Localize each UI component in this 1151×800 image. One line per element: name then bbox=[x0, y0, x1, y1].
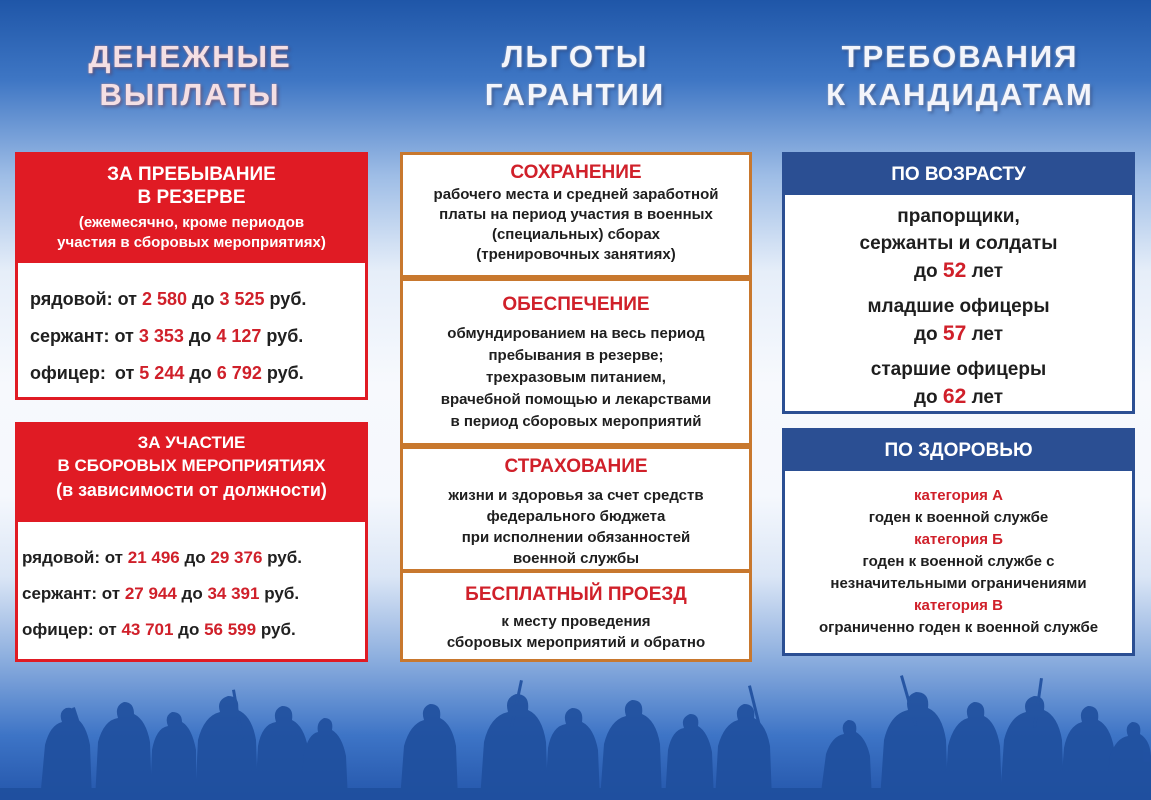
benefit-line: рабочего места и средней заработной bbox=[433, 186, 719, 203]
pay-min-value: 21 496 bbox=[127, 548, 180, 567]
pay-role: сержант: bbox=[30, 326, 110, 346]
health-header: ПО ЗДОРОВЬЮ bbox=[785, 431, 1132, 471]
health-category-name: категория А bbox=[914, 487, 1003, 504]
benefit-line: пребывания в резерве; bbox=[488, 347, 664, 364]
pay-from: от bbox=[101, 584, 121, 603]
age-limit bbox=[785, 383, 1132, 411]
pay-role: сержант: bbox=[22, 584, 98, 603]
pay-from: от bbox=[104, 548, 124, 567]
benefit-travel-card bbox=[400, 570, 752, 662]
pay-unit: руб. bbox=[267, 548, 302, 567]
age-limit bbox=[785, 320, 1132, 348]
health-category-name: категория В bbox=[914, 597, 1003, 614]
reserve-title-line2: В РЕЗЕРВЕ bbox=[137, 187, 246, 208]
benefit-provision-card bbox=[400, 278, 752, 446]
age-group bbox=[785, 203, 1132, 285]
benefit-title: ОБЕСПЕЧЕНИЕ bbox=[502, 294, 650, 315]
training-title-line1: ЗА УЧАСТИЕ bbox=[137, 433, 246, 452]
pay-unit: руб. bbox=[266, 363, 304, 383]
benefits-header-line1: ЛЬГОТЫ bbox=[501, 39, 649, 74]
health-requirements-card bbox=[782, 428, 1135, 656]
health-category-desc: ограниченно годен к военной службе bbox=[818, 619, 1099, 636]
pay-max-value: 29 376 bbox=[210, 548, 263, 567]
requirements-header-line2: К КАНДИДАТАМ bbox=[826, 77, 1094, 112]
benefit-line: военной службы bbox=[512, 550, 640, 567]
reserve-payments-header bbox=[18, 155, 365, 263]
age-group-label: старшие офицеры bbox=[870, 359, 1047, 380]
pay-unit: руб. bbox=[269, 289, 307, 309]
benefit-line: врачебной помощью и лекарствами bbox=[440, 391, 712, 408]
reserve-pay-row bbox=[30, 318, 365, 355]
pay-role: офицер: bbox=[22, 620, 94, 639]
age-suffix: лет bbox=[971, 261, 1004, 282]
benefit-line: (специальных) сборах bbox=[491, 226, 661, 243]
soldiers-silhouette-image bbox=[0, 650, 1151, 800]
pay-to: до bbox=[189, 363, 212, 383]
reserve-subtitle-line2: участия в сборовых мероприятиях) bbox=[57, 234, 326, 251]
age-suffix: лет bbox=[971, 387, 1004, 408]
age-group-label: младшие офицеры bbox=[867, 296, 1050, 317]
training-pay-row bbox=[22, 576, 365, 612]
benefit-line: обмундированием на весь период bbox=[447, 325, 705, 342]
age-groups bbox=[785, 195, 1132, 411]
pay-unit: руб. bbox=[266, 326, 304, 346]
money-header-line1: ДЕНЕЖНЫЕ bbox=[88, 39, 292, 74]
health-categories bbox=[785, 471, 1132, 639]
age-prefix: до bbox=[913, 324, 938, 345]
requirements-header bbox=[790, 38, 1130, 114]
benefit-line: платы на период участия в военных bbox=[439, 206, 713, 223]
benefit-line: при исполнении обязанностей bbox=[461, 529, 691, 546]
benefit-line: федерального бюджета bbox=[486, 508, 666, 525]
benefit-line: к месту проведения bbox=[501, 613, 651, 630]
benefit-line: сборовых мероприятий и обратно bbox=[446, 634, 706, 651]
benefit-line: жизни и здоровья за счет средств bbox=[448, 487, 704, 504]
pay-min-value: 43 701 bbox=[121, 620, 174, 639]
benefits-header bbox=[420, 38, 730, 114]
age-group bbox=[785, 293, 1132, 348]
benefit-title: СОХРАНЕНИЕ bbox=[510, 162, 642, 183]
age-suffix: лет bbox=[971, 324, 1004, 345]
training-payments-card bbox=[15, 422, 368, 662]
pay-to: до bbox=[178, 620, 200, 639]
training-pay-row bbox=[22, 540, 365, 576]
pay-max-value: 3 525 bbox=[219, 289, 265, 309]
benefit-title: СТРАХОВАНИЕ bbox=[504, 456, 648, 477]
pay-min-value: 2 580 bbox=[141, 289, 188, 309]
health-category-desc: годен к военной службе с bbox=[862, 553, 1055, 570]
health-category-desc: незначительными ограничениями bbox=[830, 575, 1087, 592]
pay-from: от bbox=[114, 363, 135, 383]
benefit-line: (тренировочных занятиях) bbox=[476, 246, 676, 263]
training-pay-row bbox=[22, 612, 365, 648]
pay-to: до bbox=[184, 548, 206, 567]
training-title-line3: (в зависимости от должности) bbox=[56, 480, 327, 500]
reserve-subtitle-line1: (ежемесячно, кроме периодов bbox=[78, 214, 305, 231]
benefit-line: в период сборовых мероприятий bbox=[450, 413, 702, 430]
age-requirements-card bbox=[782, 152, 1135, 414]
pay-max-value: 34 391 bbox=[207, 584, 260, 603]
money-header-line2: ВЫПЛАТЫ bbox=[99, 77, 281, 112]
pay-from: от bbox=[117, 289, 137, 309]
health-category-desc: годен к военной службе bbox=[868, 509, 1049, 526]
benefit-line: трехразовым питанием, bbox=[486, 369, 666, 386]
age-group bbox=[785, 356, 1132, 411]
reserve-pay-list bbox=[18, 263, 365, 392]
age-value: 52 bbox=[942, 259, 967, 282]
pay-max-value: 56 599 bbox=[204, 620, 257, 639]
pay-max-value: 4 127 bbox=[216, 326, 262, 346]
pay-role: рядовой: bbox=[30, 289, 113, 309]
benefit-title: БЕСПЛАТНЫЙ ПРОЕЗД bbox=[465, 584, 687, 605]
money-header bbox=[40, 38, 340, 114]
age-header: ПО ВОЗРАСТУ bbox=[785, 155, 1132, 195]
training-title-line2: В СБОРОВЫХ МЕРОПРИЯТИЯХ bbox=[57, 456, 326, 475]
age-group-label: прапорщики, bbox=[897, 206, 1020, 227]
pay-to: до bbox=[181, 584, 203, 603]
pay-role: рядовой: bbox=[22, 548, 100, 567]
training-pay-list bbox=[18, 522, 365, 648]
age-value: 57 bbox=[942, 322, 967, 345]
reserve-title-line1: ЗА ПРЕБЫВАНИЕ bbox=[107, 164, 276, 185]
age-value: 62 bbox=[942, 385, 967, 408]
age-prefix: до bbox=[913, 387, 938, 408]
requirements-header-line1: ТРЕБОВАНИЯ bbox=[841, 39, 1079, 74]
reserve-pay-row bbox=[30, 355, 365, 392]
pay-min-value: 5 244 bbox=[139, 363, 185, 383]
pay-to: до bbox=[188, 326, 212, 346]
pay-unit: руб. bbox=[264, 584, 300, 603]
pay-to: до bbox=[192, 289, 215, 309]
benefit-retention-card bbox=[400, 152, 752, 278]
reserve-payments-card bbox=[15, 152, 368, 400]
pay-from: от bbox=[98, 620, 117, 639]
pay-min-value: 27 944 bbox=[124, 584, 177, 603]
pay-role: офицер: bbox=[30, 363, 106, 383]
training-payments-header bbox=[18, 425, 365, 522]
pay-min-value: 3 353 bbox=[138, 326, 184, 346]
benefit-insurance-card bbox=[400, 446, 752, 572]
age-prefix: до bbox=[913, 261, 938, 282]
benefits-header-line2: ГАРАНТИИ bbox=[484, 77, 666, 112]
age-group-label: сержанты и солдаты bbox=[859, 233, 1058, 254]
age-limit bbox=[785, 257, 1132, 285]
health-category-name: категория Б bbox=[914, 531, 1003, 548]
pay-unit: руб. bbox=[260, 620, 296, 639]
pay-max-value: 6 792 bbox=[216, 363, 262, 383]
reserve-pay-row bbox=[30, 281, 365, 318]
pay-from: от bbox=[114, 326, 134, 346]
